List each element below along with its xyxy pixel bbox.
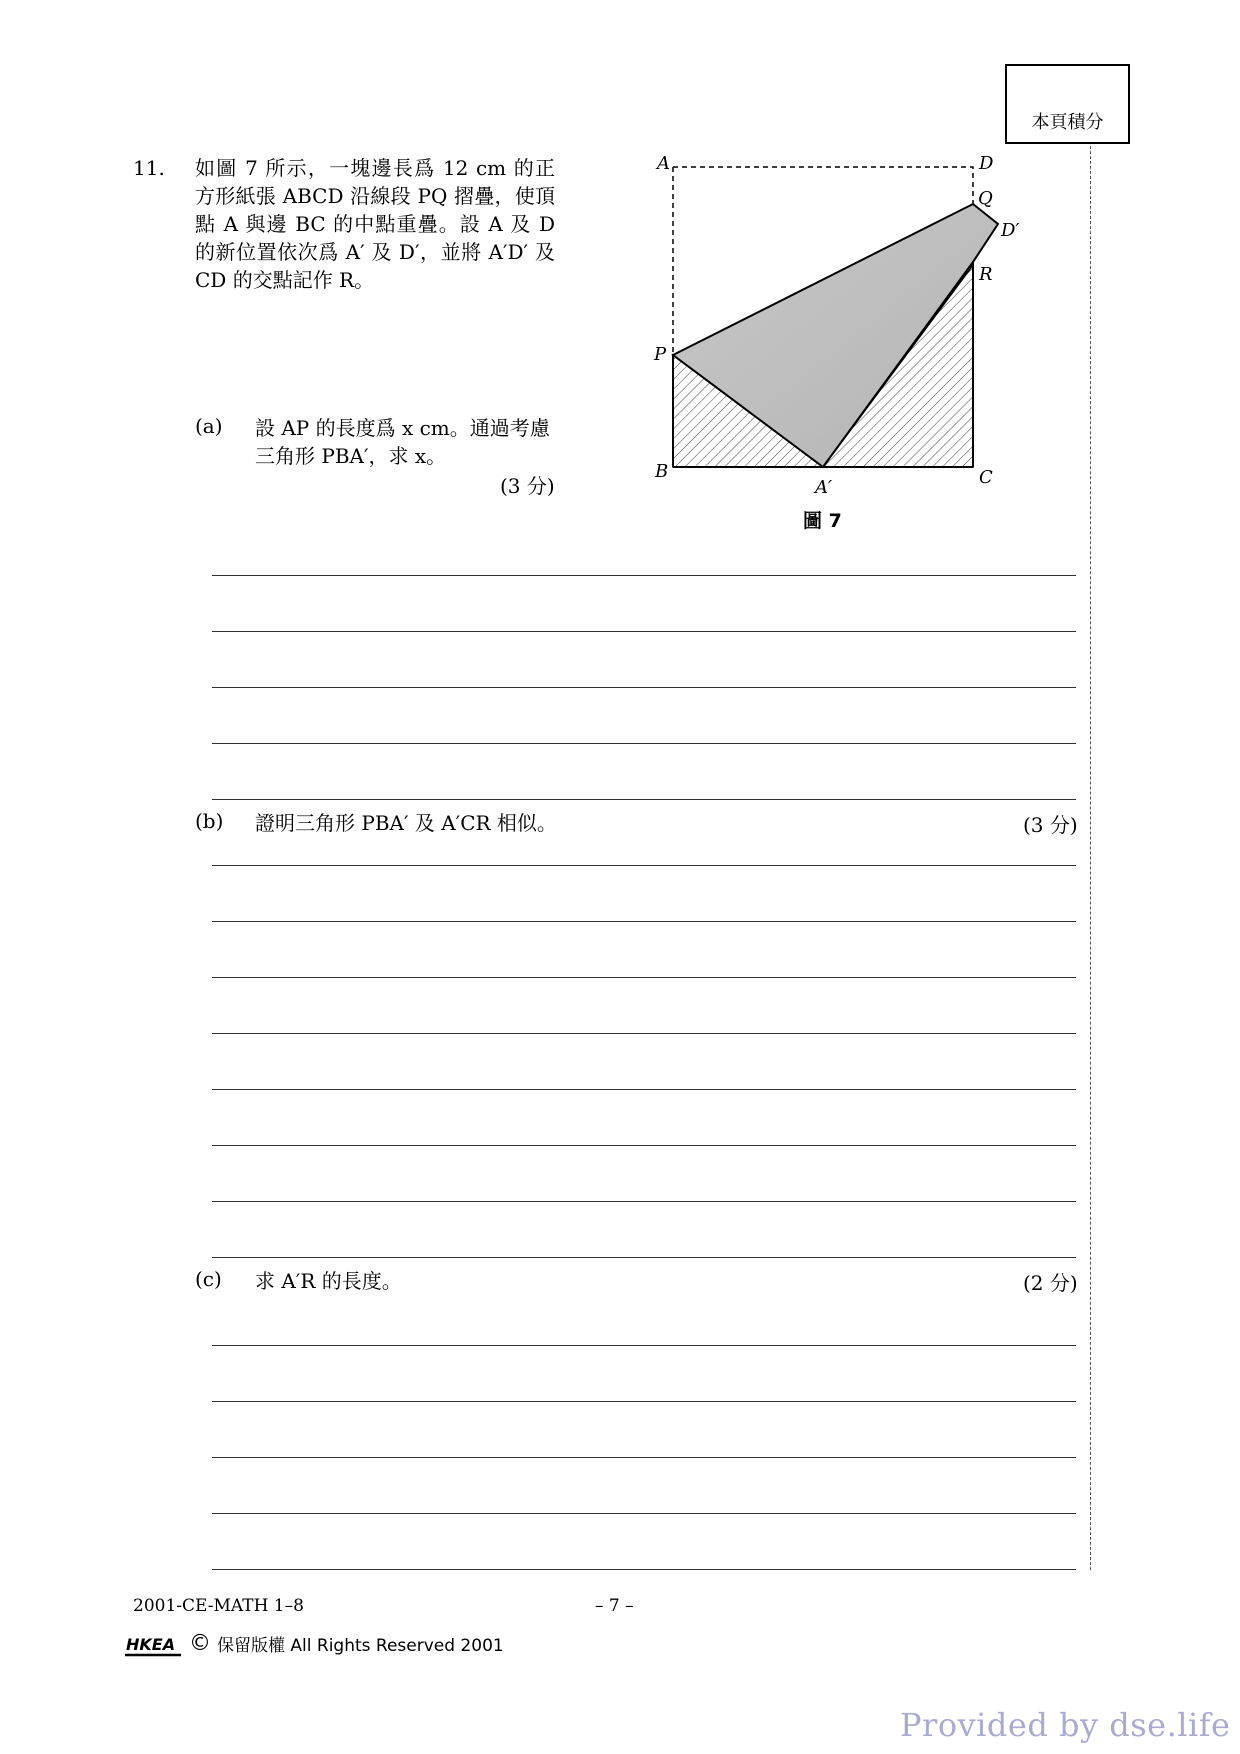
part-a-marks: (3 分) — [500, 474, 555, 498]
answer-line[interactable] — [212, 1201, 1076, 1202]
paper-code: 2001-CE-MATH 1–8 — [133, 1596, 304, 1616]
answer-line[interactable] — [212, 1345, 1076, 1346]
answer-line[interactable] — [212, 1569, 1076, 1570]
label-R: R — [979, 264, 993, 285]
answer-line[interactable] — [212, 1145, 1076, 1146]
margin-dashed-line — [1090, 146, 1091, 1570]
score-box-label: 本頁積分 — [1031, 112, 1104, 133]
label-P: P — [654, 344, 667, 365]
hkea-logo — [125, 1628, 183, 1658]
answer-line[interactable] — [212, 575, 1076, 576]
answer-line[interactable] — [212, 1513, 1076, 1514]
part-c-label: (c) — [195, 1267, 222, 1291]
part-b-marks: (3 分) — [1023, 813, 1078, 837]
answer-line[interactable] — [212, 977, 1076, 978]
answer-line[interactable] — [212, 799, 1076, 800]
part-b-text: 證明三角形 PBA′ 及 A′CR 相似。 — [255, 811, 557, 835]
part-c-marks: (2 分) — [1023, 1271, 1078, 1295]
label-A: A — [657, 153, 670, 174]
question-intro: 如圖 7 所示，一塊邊長爲 12 cm 的正方形紙張 ABCD 沿線段 PQ 摺疊，使頂點 A 與邊 BC 的中點重疊。設 A 及 D 的新位置依次爲 A′ 及 D′，並將 A′D′ 及 CD 的交點記作 R。 — [195, 156, 555, 292]
part-b-label: (b) — [195, 809, 224, 833]
answer-line[interactable] — [212, 865, 1076, 866]
watermark: Provided by dse.life — [900, 1706, 1231, 1744]
answer-line[interactable] — [212, 1457, 1076, 1458]
label-D: D — [979, 153, 994, 174]
question-number: 11. — [133, 156, 165, 180]
answer-line[interactable] — [212, 1257, 1076, 1258]
label-A-prime: A′ — [815, 477, 833, 498]
copyright-notice — [125, 1628, 504, 1658]
label-D-prime: D′ — [1001, 220, 1020, 241]
answer-line[interactable] — [212, 743, 1076, 744]
part-c-text: 求 A′R 的長度。 — [255, 1269, 402, 1293]
figure-7-diagram — [654, 150, 1020, 510]
label-C: C — [979, 467, 993, 488]
answer-line[interactable] — [212, 631, 1076, 632]
answer-line[interactable] — [212, 921, 1076, 922]
part-a-text: 設 AP 的長度爲 x cm。通過考慮三角形 PBA′，求 x。 — [255, 416, 550, 468]
label-Q: Q — [978, 188, 993, 209]
copyright-text: 保留版權 All Rights Reserved 2001 — [217, 1635, 504, 1656]
part-a-label: (a) — [195, 414, 223, 438]
answer-line[interactable] — [212, 1033, 1076, 1034]
label-B: B — [655, 461, 669, 482]
page-number: – 7 – — [595, 1596, 634, 1616]
answer-line[interactable] — [212, 1089, 1076, 1090]
copyright-icon: © — [189, 1630, 211, 1656]
figure-caption: 圖 7 — [803, 510, 842, 532]
answer-line[interactable] — [212, 687, 1076, 688]
page-score-box — [1005, 64, 1130, 144]
svg-text:HKEA: HKEA — [126, 1635, 176, 1654]
answer-line[interactable] — [212, 1401, 1076, 1402]
